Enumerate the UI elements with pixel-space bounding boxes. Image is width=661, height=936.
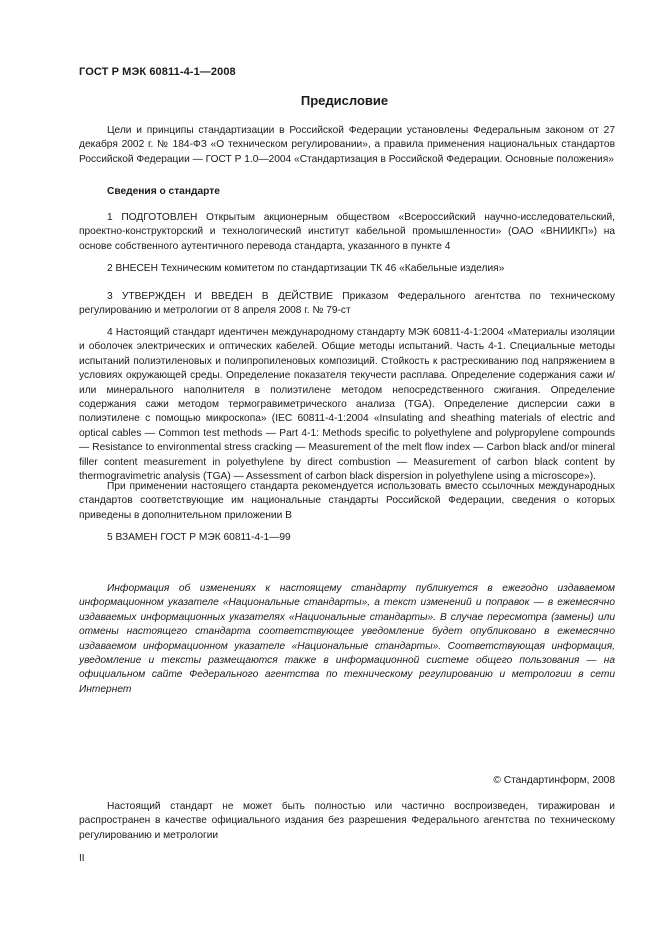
page-number: II: [79, 853, 85, 864]
page-title: [0, 93, 661, 108]
item-5-paragraph: 5 ВЗАМЕН ГОСТ Р МЭК 60811-4-1—99: [107, 532, 291, 543]
section-heading: Сведения о стандарте: [107, 186, 220, 197]
item-2-paragraph: 2 ВНЕСЕН Техническим комитетом по стандартизации ТК 46 «Кабельные изделия»: [107, 263, 505, 274]
document-header: ГОСТ Р МЭК 60811-4-1—2008: [79, 66, 236, 78]
references-paragraph: При применении настоящего стандарта рекомендуется использовать вместо ссылочных международных стандартов соответствующие им национальные стандарты Российской Федерации, сведения о которых приведены в дополнительном приложении В: [79, 481, 615, 521]
item-3-paragraph: 3 УТВЕРЖДЕН И ВВЕДЕН В ДЕЙСТВИЕ Приказом Федерального агентства по техническому регулированию и метрологии от 8 апреля 2008 г. № 79-ст: [79, 291, 615, 317]
copyright-line: © Стандартинформ, 2008: [493, 775, 615, 786]
item-1-paragraph: 1 ПОДГОТОВЛЕН Открытым акционерным обществом «Всероссийский научно-исследовательский, проектно-конструкторский и технологический институт кабельной промышленности» (ОАО «ВНИИКП») на основе собственного аутентичного перевода стандарта, указанного в пункте 4: [79, 212, 615, 252]
info-notice-paragraph: Информация об изменениях к настоящему стандарту публикуется в ежегодно издаваемом информационном указателе «Национальные стандарты», а текст изменений и поправок — в ежемесячно издаваемых информационных указателях «Национальные стандарты». В случае пересмотра (замены) или отмены настоящего стандарта соответствующее уведомление будет опубликовано в ежемесячно издаваемом информационном указателе «Национальные стандарты». Соответствующая информация, уведомление и тексты размещаются также в информационной системе общего пользования — на официальном сайте Федерального агентства по техническому регулированию и метрологии в сети Интернет: [79, 583, 615, 695]
item-4-paragraph: 4 Настоящий стандарт идентичен международному стандарту МЭК 60811-4-1:2004 «Материалы изоляции и оболочек электрических и оптических кабелей. Общие методы испытаний. Часть 4-1. Специальные методы испытаний полиэтиленовых и полипропиленовых композиций. Стойкость к растрескиванию под напряжением в условиях окружающей среды. Определение показателя текучести расплава. Определение содержания сажи и/или минерального наполнителя в полиэтилене методом непосредственного сжигания. Определение содержания сажи методом термогравиметрического анализа (TGA). Определение дисперсии сажи в полиэтилене с помощью микроскопа» (IEC 60811-4-1:2004 «Insulating and sheathing materials of electric and optical cables — Common test methods — Part 4-1: Methods specific to polyethylene and polypropylene compounds — Resistance to environmental stress cracking — Measurement of the melt flow index — Carbon black and/or mineral filler content measurement in polyethylene by direct combustion — Measurement of carbon black content by thermogravimetric analysis (TGA) — Assessment of carbon black dispersion in polyethylene using a microscope»).: [79, 327, 615, 483]
reproduction-notice-paragraph: Настоящий стандарт не может быть полностью или частично воспроизведен, тиражирован и распространен в качестве официального издания без разрешения Федерального агентства по техническому регулированию и метрологии: [79, 801, 615, 841]
intro-paragraph: Цели и принципы стандартизации в Российской Федерации установлены Федеральным законом от 27 декабря 2002 г. № 184-ФЗ «О техническом регулировании», а правила применения национальных стандартов Российской Федерации — ГОСТ Р 1.0—2004 «Стандартизация в Российской Федерации. Основные положения»: [79, 125, 615, 165]
title-text: Предисловие: [300, 93, 389, 108]
